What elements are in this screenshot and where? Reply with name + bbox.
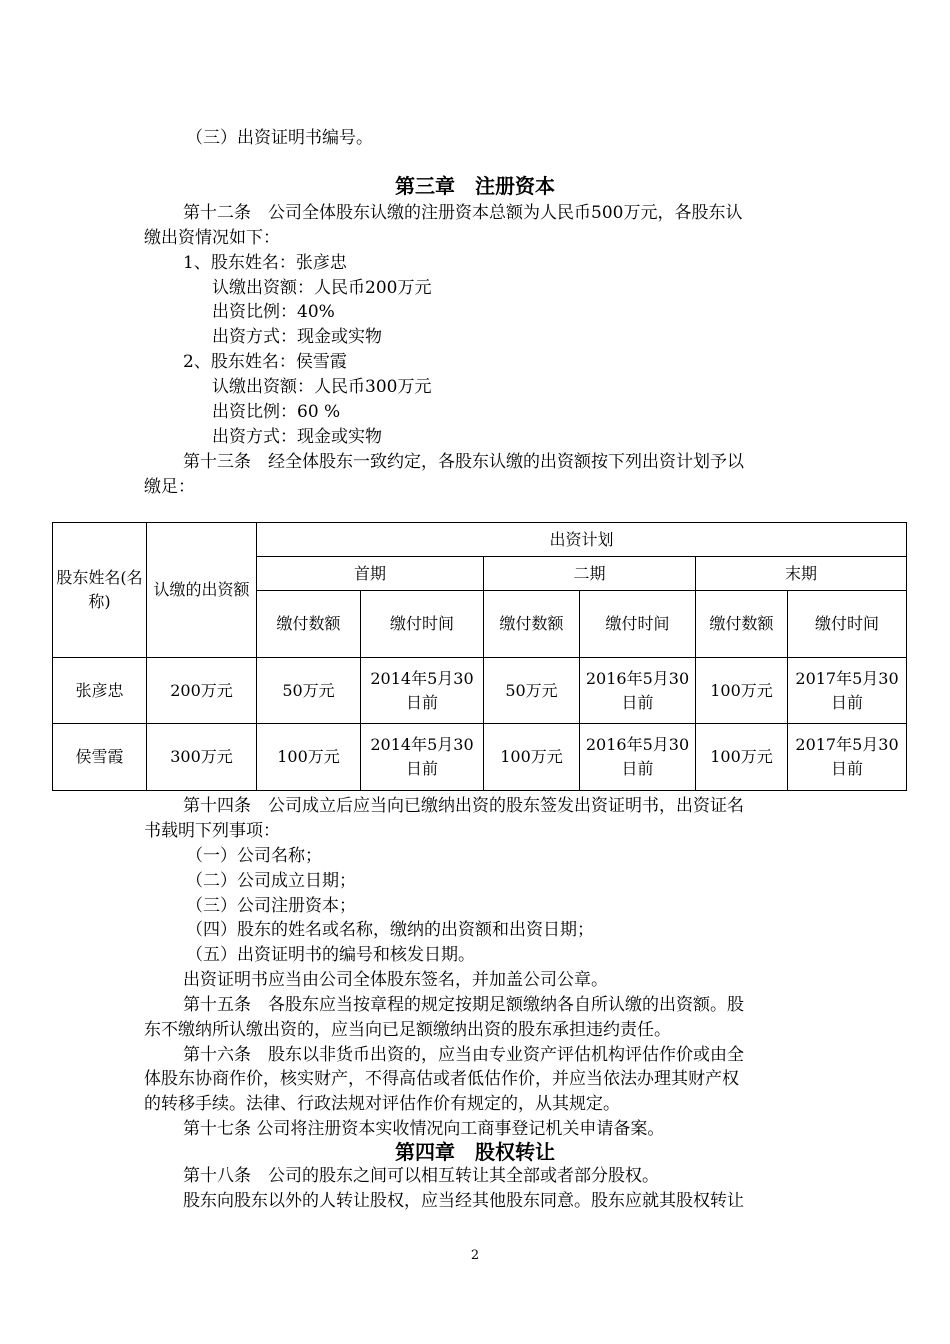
cell-second-time: 2016年5月30日前 <box>580 724 696 791</box>
header-pay-time: 缴付时间 <box>788 591 907 658</box>
article-13-line-1: 第十三条 经全体股东一致约定，各股东认缴的出资额按下列出资计划予以 <box>183 452 744 472</box>
cell-final-amount: 100万元 <box>696 724 788 791</box>
header-pay-time: 缴付时间 <box>361 591 484 658</box>
article-13-line-2: 缴足： <box>144 477 195 497</box>
header-contribution-plan: 出资计划 <box>257 523 907 557</box>
shareholder-1-method: 出资方式：现金或实物 <box>212 327 382 347</box>
article-17: 第十七条 公司将注册资本实收情况向工商事登记机关申请备案。 <box>183 1119 665 1139</box>
table-row <box>53 724 907 791</box>
article-14-line-1: 第十四条 公司成立后应当向已缴纳出资的股东签发出资证明书，出资证名 <box>183 796 744 816</box>
header-subscribed-amount: 认缴的出资额 <box>147 523 257 658</box>
cell-second-amount: 100万元 <box>484 724 580 791</box>
article-14-item-2: （二）公司成立日期； <box>186 871 356 891</box>
header-pay-amount: 缴付数额 <box>696 591 788 658</box>
chapter-3-heading: 第三章 注册资本 <box>395 174 555 198</box>
shareholder-1-name: 1、股东姓名：张彦忠 <box>183 253 347 273</box>
article-12-line-1: 第十二条 公司全体股东认缴的注册资本总额为人民币500万元，各股东认 <box>183 203 743 223</box>
cell-second-amount: 50万元 <box>484 658 580 724</box>
shareholder-2-method: 出资方式：现金或实物 <box>212 427 382 447</box>
cell-first-time: 2014年5月30日前 <box>361 658 484 724</box>
article-14-item-1: （一）公司名称； <box>186 846 322 866</box>
item-certificate-number: （三）出资证明书编号。 <box>186 128 373 148</box>
cell-first-amount: 50万元 <box>257 658 361 724</box>
page-number: 2 <box>470 1248 480 1263</box>
shareholder-2-name: 2、股东姓名：侯雪霞 <box>183 352 347 372</box>
header-period-first: 首期 <box>257 557 484 591</box>
shareholder-2-amount: 认缴出资额：人民币300万元 <box>212 377 432 397</box>
article-14-item-4: （四）股东的姓名或名称，缴纳的出资额和出资日期； <box>186 920 594 940</box>
article-18: 第十八条 公司的股东之间可以相互转让其全部或者部分股权。 <box>183 1166 659 1186</box>
article-15-line-2: 东不缴纳所认缴出资的，应当向已足额缴纳出资的股东承担违约责任。 <box>144 1020 671 1040</box>
article-16-line-3: 的转移手续。法律、行政法规对评估作价有规定的，从其规定。 <box>144 1094 620 1114</box>
shareholder-1-amount: 认缴出资额：人民币200万元 <box>212 278 432 298</box>
header-pay-time: 缴付时间 <box>580 591 696 658</box>
article-14-item-5: （五）出资证明书的编号和核发日期。 <box>186 945 475 965</box>
cell-final-time: 2017年5月30日前 <box>788 724 907 791</box>
shareholder-2-ratio: 出资比例：60 % <box>212 402 341 422</box>
capital-contribution-plan-table <box>52 522 907 791</box>
header-period-final: 末期 <box>696 557 907 591</box>
article-12-line-2: 缴出资情况如下： <box>144 228 280 248</box>
cell-final-amount: 100万元 <box>696 658 788 724</box>
cell-subscribed: 200万元 <box>147 658 257 724</box>
chapter-4-heading: 第四章 股权转让 <box>395 1140 555 1164</box>
header-pay-amount: 缴付数额 <box>257 591 361 658</box>
cell-shareholder-name: 侯雪霞 <box>53 724 147 791</box>
article-18-line-2: 股东向股东以外的人转让股权，应当经其他股东同意。股东应就其股权转让 <box>183 1191 744 1211</box>
article-16-line-2: 体股东协商作价，核实财产，不得高估或者低估作价，并应当依法办理其财产权 <box>144 1069 739 1089</box>
cell-first-amount: 100万元 <box>257 724 361 791</box>
table-row <box>53 658 907 724</box>
article-14-line-2: 书载明下列事项： <box>144 821 280 841</box>
cell-second-time: 2016年5月30日前 <box>580 658 696 724</box>
header-shareholder-name: 股东姓名(名称) <box>53 523 147 658</box>
shareholder-1-ratio: 出资比例：40% <box>212 302 335 322</box>
cell-final-time: 2017年5月30日前 <box>788 658 907 724</box>
header-period-second: 二期 <box>484 557 696 591</box>
cell-subscribed: 300万元 <box>147 724 257 791</box>
article-16-line-1: 第十六条 股东以非货币出资的，应当由专业资产评估机构评估作价或由全 <box>183 1045 744 1065</box>
article-14-tail: 出资证明书应当由公司全体股东签名，并加盖公司公章。 <box>183 970 608 990</box>
article-14-item-3: （三）公司注册资本； <box>186 896 356 916</box>
cell-shareholder-name: 张彦忠 <box>53 658 147 724</box>
article-15-line-1: 第十五条 各股东应当按章程的规定按期足额缴纳各自所认缴的出资额。股 <box>183 995 744 1015</box>
cell-first-time: 2014年5月30日前 <box>361 724 484 791</box>
header-pay-amount: 缴付数额 <box>484 591 580 658</box>
